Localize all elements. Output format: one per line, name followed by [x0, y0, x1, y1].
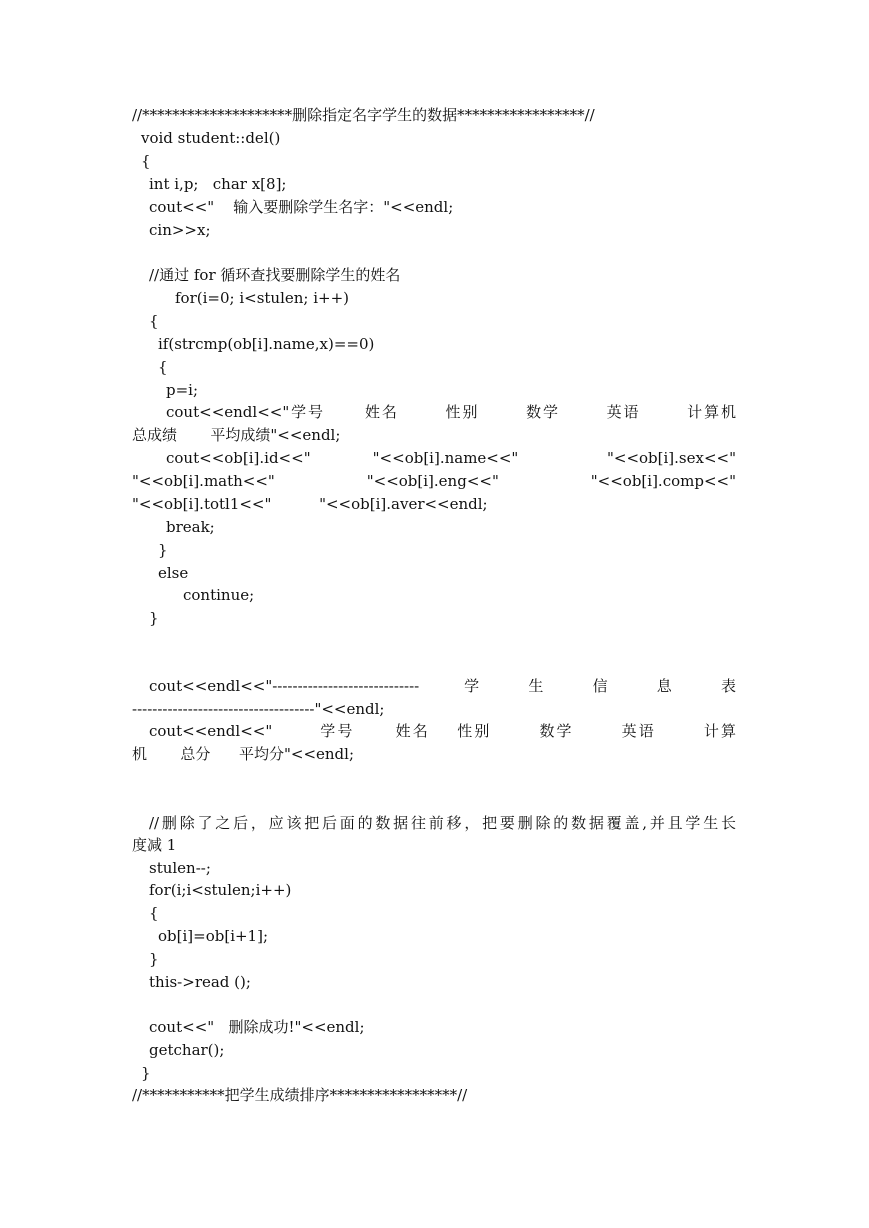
code-line: for(i=0; i<stulen; i++) [175, 289, 350, 307]
code-line: int i,p; char x[8]; [149, 175, 287, 193]
code-line: } [158, 541, 168, 559]
code-line: continue; [183, 586, 255, 604]
code-line: cout<<" 输入要删除学生名字："<<endl; [149, 198, 454, 216]
code-line: cout<<endl<<"学号 姓名 性别 数学 英语 计算机 [166, 403, 736, 421]
code-line: } [149, 950, 159, 968]
code-line: ------------------------------------"<<endl; [132, 700, 385, 718]
code-line: void student::del() [141, 129, 281, 147]
code-line: //********************删除指定名字学生的数据*****************// [132, 106, 595, 124]
code-line: stulen--; [149, 859, 211, 877]
code-line: p=i; [166, 381, 199, 399]
code-line: } [149, 609, 159, 627]
code-line: 机 总分 平均分"<<endl; [132, 745, 355, 763]
code-comment: 度减 1 [132, 836, 177, 854]
code-line: } [141, 1064, 151, 1082]
code-line: { [149, 312, 159, 330]
code-line: { [141, 152, 151, 170]
code-line: ob[i]=ob[i+1]; [158, 927, 269, 945]
code-line: cout<<ob[i].id<<" "<<ob[i].name<<" "<<ob[i].sex<<" [166, 449, 736, 467]
code-comment: //删除了之后，应该把后面的数据往前移，把要删除的数据覆盖,并且学生长 [149, 814, 736, 832]
code-comment: //通过 for 循环查找要删除学生的姓名 [149, 266, 401, 284]
code-line: getchar(); [149, 1041, 225, 1059]
code-line: "<<ob[i].totl1<<" "<<ob[i].aver<<endl; [132, 495, 488, 513]
code-line: cout<<endl<<" 学号 姓名 性别 数学 英语 计算 [149, 722, 736, 740]
code-line: 总成绩 平均成绩"<<endl; [132, 426, 341, 444]
code-line: { [158, 358, 168, 376]
code-line: { [149, 904, 159, 922]
code-line: //***********把学生成绩排序*****************// [132, 1086, 468, 1104]
code-line: if(strcmp(ob[i].name,x)==0) [158, 335, 375, 353]
code-line: this->read (); [149, 973, 251, 991]
code-line: cin>>x; [149, 221, 211, 239]
code-line: break; [166, 518, 215, 536]
code-line: cout<<" 删除成功!"<<endl; [149, 1018, 365, 1036]
code-line: for(i;i<stulen;i++) [149, 881, 292, 899]
code-line: "<<ob[i].math<<" "<<ob[i].eng<<" "<<ob[i].comp<<" [132, 472, 736, 490]
code-line: cout<<endl<<"----------------------------- 学 生 信 息 表 [149, 677, 736, 695]
code-line: else [158, 564, 189, 582]
